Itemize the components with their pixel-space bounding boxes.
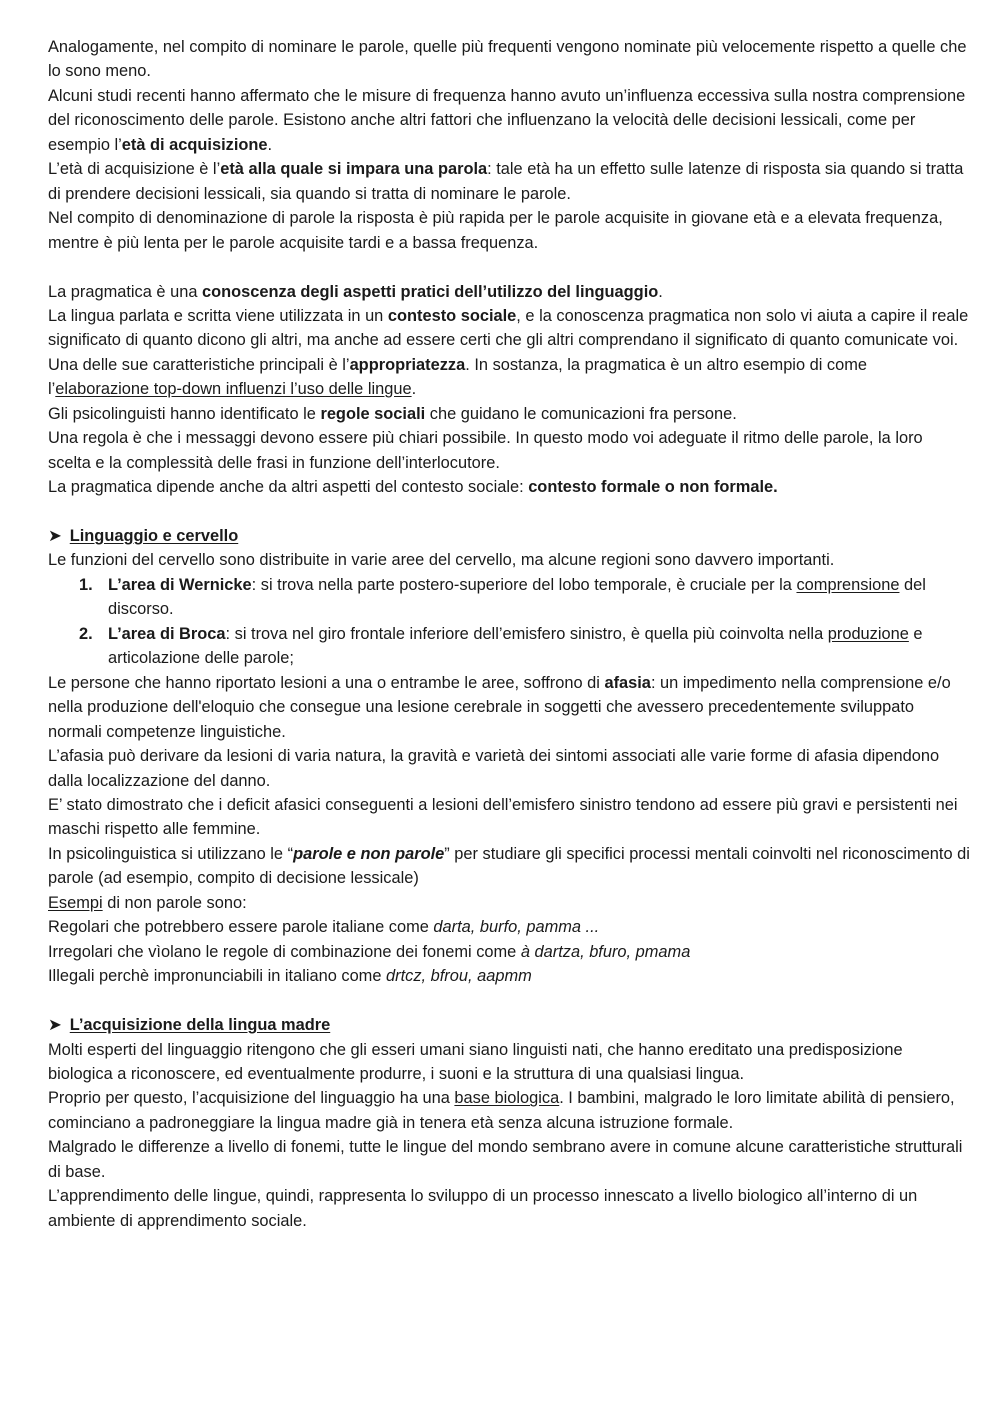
bold-area-name: L’area di Wernicke (108, 575, 252, 594)
arrow-bullet-icon: ➤ (48, 1016, 62, 1035)
underline-top-down: elaborazione top-down influenzi l’uso delle lingue (55, 380, 412, 399)
underline-produzione: produzione (827, 624, 909, 643)
paragraph-regole-sociali: Gli psicolinguisti hanno identificato le regole sociali che guidano le comunicazioni fra persone. (48, 404, 737, 423)
section-heading-linguaggio-cervello (48, 524, 970, 548)
bold-eta-acquisizione: età di acquisizione (121, 135, 268, 154)
paragraph-regola-messaggi: Una regola è che i messaggi devono essere più chiari possibile. In questo modo voi adeguate il ritmo delle parole, la loro scelta e la complessità delle frasi in funzione dell’interlocutore. (48, 429, 923, 472)
list-item-broca: 2. L’area di Broca: si trova nel giro frontale inferiore dell’emisfero sinistro, è quella più coinvolta nella produzione e articolazione delle parole; (108, 622, 970, 671)
example-illegali: Illegali perchè impronunciabili in italiano come drtcz, bfrou, aapmm (48, 967, 532, 986)
example-irregolari: Irregolari che vìolano le regole di combinazione dei fonemi come à dartza, bfuro, pmama (48, 942, 691, 961)
bold-italic-parole: parole e non parole (293, 844, 445, 863)
paragraph-linguisti-nati: Molti esperti del linguaggio ritengono che gli esseri umani siano linguisti nati, che hanno ereditato una predisposizione biologica a riconoscere, ed eventualmente produrre, i suoni e la struttura di una qualsiasi lingua. (48, 1040, 903, 1083)
italic-examples: darta, burfo, pamma ... (433, 918, 600, 937)
bold-conoscenza: conoscenza degli aspetti pratici dell’utilizzo del linguaggio (202, 282, 659, 301)
list-number: 1. (79, 575, 93, 594)
underline-esempi: Esempi (48, 893, 103, 912)
section-title: L’acquisizione della lingua madre (69, 1016, 331, 1035)
italic-examples: drtcz, bfrou, aapmm (386, 967, 532, 986)
spacer (48, 255, 970, 279)
paragraph-esempi: Esempi di non parole sono: (48, 893, 247, 912)
italic-examples: à dartza, bfuro, pmama (520, 942, 691, 961)
paragraph-deficit-afasici: E’ stato dimostrato che i deficit afasici conseguenti a lesioni dell’emisfero sinistro tendono ad essere più gravi e persistenti nei maschi rispetto alle femmine. (48, 796, 958, 839)
bold-contesto-sociale: contesto sociale (387, 306, 517, 325)
bold-contesto-formale: contesto formale o non formale. (528, 478, 778, 497)
bold-eta-impara: età alla quale si impara una parola (220, 160, 488, 179)
bold-regole-sociali: regole sociali (320, 404, 426, 423)
list-number: 2. (79, 624, 93, 643)
paragraph-base-biologica: Proprio per questo, l’acquisizione del linguaggio ha una base biologica. I bambini, malgrado le loro limitate abilità di pensiero, cominciano a padroneggiare la lingua madre già in tenera età senza alcuna istruzione formale. (48, 1089, 955, 1132)
paragraph-contesto-sociale: La lingua parlata e scritta viene utilizzata in un contesto sociale, e la conoscenza pragmatica non solo vi aiuta a capire il reale significato di quanto dicono gli altri, ma anche ad essere certi che gli altri comprendano il significato di quanto comunicate voi. Una delle sue caratteristiche principali è l’appropriatezza. In sostanza, la pragmatica è un altro esempio di come l’elaborazione top-down influenzi l’uso delle lingue. (48, 306, 969, 399)
paragraph-funzioni-cervello: Le funzioni del cervello sono distribuite in varie aree del cervello, ma alcune regioni sono davvero importanti. (48, 551, 835, 570)
paragraph-afasia: Le persone che hanno riportato lesioni a una o entrambe le aree, soffrono di afasia: un impedimento nella comprensione e/o nella produzione dell'eloquio che consegue una lesione cerebrale in soggetti che avessero precedentemente sviluppato normali competenze linguistiche. (48, 673, 951, 741)
paragraph-denominazione: Nel compito di denominazione di parole la risposta è più rapida per le parole acquisite in giovane età e a elevata frequenza, mentre è più lenta per le parole acquisite tardi e a bassa frequenza. (48, 209, 943, 252)
section-title: Linguaggio e cervello (69, 527, 239, 546)
spacer (48, 500, 970, 524)
underline-comprensione: comprensione (796, 575, 900, 594)
bold-afasia: afasia (604, 673, 651, 692)
paragraph-pragmatica: La pragmatica è una conoscenza degli aspetti pratici dell’utilizzo del linguaggio. (48, 282, 663, 301)
paragraph-eta-acquisizione: L’età di acquisizione è l’età alla quale si impara una parola: tale età ha un effetto sulle latenze di risposta sia quando si tratta di prendere decisioni lessicali, sia quando si tratta di nominare le parole. (48, 160, 964, 203)
example-regolari: Regolari che potrebbero essere parole italiane come darta, burfo, pamma ... (48, 918, 600, 937)
paragraph-afasia-cause: L’afasia può derivare da lesioni di varia natura, la gravità e varietà dei sintomi associati alle varie forme di afasia dipendono dalla localizzazione del danno. (48, 747, 940, 790)
paragraph-frequenza: Analogamente, nel compito di nominare le parole, quelle più frequenti vengono nominate più velocemente rispetto a quelle che lo sono meno. (48, 38, 967, 81)
paragraph-apprendimento: L’apprendimento delle lingue, quindi, rappresenta lo sviluppo di un processo innescato a livello biologico all’interno di un ambiente di apprendimento sociale. (48, 1187, 918, 1230)
brain-areas-list (48, 573, 970, 671)
list-item-wernicke: 1. L’area di Wernicke: si trova nella parte postero-superiore del lobo temporale, è cruciale per la comprensione del discorso. (108, 573, 970, 622)
section-heading-lingua-madre (48, 1013, 970, 1037)
paragraph-contesto-formale: La pragmatica dipende anche da altri aspetti del contesto sociale: contesto formale o non formale. (48, 478, 778, 497)
paragraph-parole-non-parole: In psicolinguistica si utilizzano le “parole e non parole” per studiare gli specifici processi mentali coinvolti nel riconoscimento di parole (ad esempio, compito di decisione lessicale) (48, 844, 970, 888)
paragraph-studi-recenti: Alcuni studi recenti hanno affermato che le misure di frequenza hanno avuto un’influenza eccessiva sulla nostra comprensione del riconoscimento delle parole. Esistono anche altri fattori che influenzano la velocità delle decisioni lessicali, come per esempio l’età di acquisizione. (48, 86, 966, 154)
bold-appropriatezza: appropriatezza (349, 355, 466, 374)
bold-area-name: L’area di Broca (108, 624, 226, 643)
spacer (48, 989, 970, 1013)
arrow-bullet-icon: ➤ (48, 527, 62, 546)
underline-base-biologica: base biologica (454, 1089, 560, 1108)
paragraph-fonemi: Malgrado le differenze a livello di fonemi, tutte le lingue del mondo sembrano avere in comune alcune caratteristiche strutturali di base. (48, 1138, 963, 1181)
